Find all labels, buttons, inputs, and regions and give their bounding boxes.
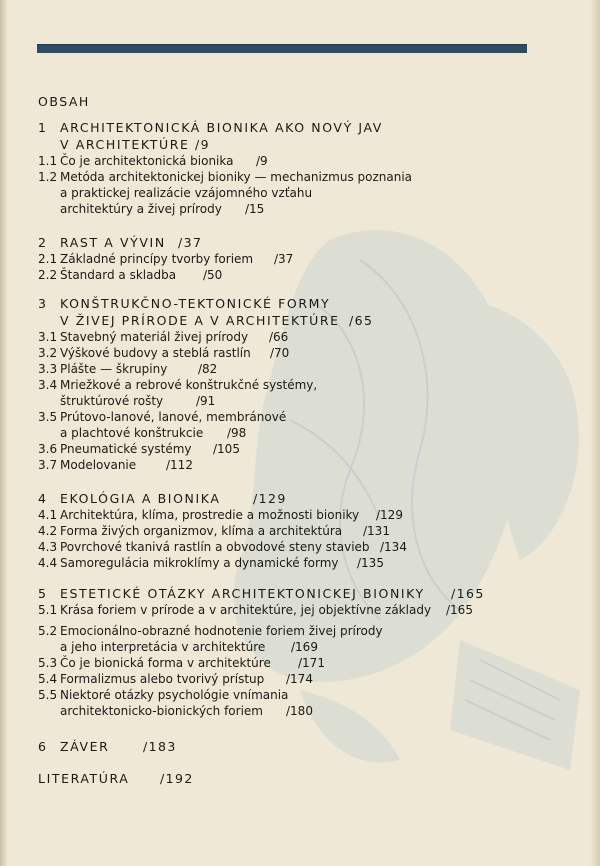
section-number: 4.2 xyxy=(38,524,58,538)
section-title: Architektúra, klíma, prostredie a možnosti bioniky xyxy=(60,508,360,522)
section-number: 3.7 xyxy=(38,458,58,472)
page-number: /37 xyxy=(274,252,294,266)
section-title: architektonicko-bionických foriem xyxy=(60,704,263,718)
chapter-title: V ARCHITEKTÚRE xyxy=(60,137,190,152)
page-number: /65 xyxy=(349,313,374,328)
section-number: 2.2 xyxy=(38,268,58,282)
chapter-title: ESTETICKÉ OTÁZKY ARCHITEKTONICKEJ BIONIKY xyxy=(60,586,425,601)
page-number: /9 xyxy=(195,137,210,152)
section-title: Pneumatické systémy xyxy=(60,442,192,456)
page-number: /174 xyxy=(286,672,313,686)
page-number: /91 xyxy=(196,394,216,408)
section-number: 1.2 xyxy=(38,170,58,184)
section-title: Krása foriem v prírode a v architektúre, jej objektívne základy xyxy=(60,603,432,617)
section-title: Modelovanie xyxy=(60,458,137,472)
chapter-title: EKOLÓGIA A BIONIKA xyxy=(60,491,221,506)
section-number: 3.5 xyxy=(38,410,58,424)
section-title: architektúry a živej prírody xyxy=(60,202,222,216)
section-title: Formalizmus alebo tvorivý prístup xyxy=(60,672,265,686)
section-number: 5.5 xyxy=(38,688,58,702)
page-number: /131 xyxy=(363,524,390,538)
section-title: Plášte — škrupiny xyxy=(60,362,168,376)
page-number: /180 xyxy=(286,704,313,718)
page-number: /134 xyxy=(380,540,407,554)
section-number: 4.4 xyxy=(38,556,58,570)
section-title: Niektoré otázky psychológie vnímania xyxy=(60,688,289,702)
page-number: /192 xyxy=(160,771,194,786)
page-number: /129 xyxy=(253,491,287,506)
section-number: 4.1 xyxy=(38,508,58,522)
section-number: 4.3 xyxy=(38,540,58,554)
page-number: /98 xyxy=(227,426,247,440)
section-title: Čo je architektonická bionika xyxy=(60,154,234,168)
section-title: a plachtové konštrukcie xyxy=(60,426,204,440)
page-number: /9 xyxy=(256,154,268,168)
page-number: /171 xyxy=(298,656,325,670)
page-number: /135 xyxy=(357,556,384,570)
section-number: 1.1 xyxy=(38,154,58,168)
section-number: 5.2 xyxy=(38,624,58,638)
page-number: /183 xyxy=(143,739,177,754)
section-number: 2.1 xyxy=(38,252,58,266)
literature-title: LITERATÚRA xyxy=(38,771,130,786)
section-number: 3.1 xyxy=(38,330,58,344)
section-title: Forma živých organizmov, klíma a architektúra xyxy=(60,524,343,538)
section-number: 3.3 xyxy=(38,362,58,376)
chapter-title: ARCHITEKTONICKÁ BIONIKA AKO NOVÝ JAV xyxy=(60,120,383,135)
section-number: 5.1 xyxy=(38,603,58,617)
chapter-title: RAST A VÝVIN xyxy=(60,235,166,250)
section-title: štruktúrové rošty xyxy=(60,394,164,408)
page-number: /169 xyxy=(291,640,318,654)
section-number: 5.4 xyxy=(38,672,58,686)
section-title: Mriežkové a rebrové konštrukčné systémy, xyxy=(60,378,318,392)
page-number: /82 xyxy=(198,362,218,376)
section-number: 3.4 xyxy=(38,378,58,392)
chapter-number: 2 xyxy=(38,235,48,250)
section-title: Stavebný materiál živej prírody xyxy=(60,330,249,344)
chapter-number: 5 xyxy=(38,586,48,601)
section-number: 5.3 xyxy=(38,656,58,670)
chapter-number: 3 xyxy=(38,296,48,311)
section-title: Čo je bionická forma v architektúre xyxy=(60,656,271,670)
page-number: /50 xyxy=(203,268,223,282)
section-title: Výškové budovy a steblá rastlín xyxy=(60,346,251,360)
section-title: a praktickej realizácie vzájomného vzťahu xyxy=(60,186,313,200)
page-number: /165 xyxy=(446,603,473,617)
chapter-number: 1 xyxy=(38,120,48,135)
page-number: /129 xyxy=(376,508,403,522)
page-title: OBSAH xyxy=(38,94,90,109)
chapter-number: 6 xyxy=(38,739,48,754)
section-title: Povrchové tkanivá rastlín a obvodové steny stavieb xyxy=(60,540,370,554)
section-title: Prútovo-lanové, lanové, membránové xyxy=(60,410,287,424)
page-number: /37 xyxy=(178,235,203,250)
section-title: Emocionálno-obrazné hodnotenie foriem živej prírody xyxy=(60,624,383,638)
section-number: 3.2 xyxy=(38,346,58,360)
page-number: /105 xyxy=(213,442,240,456)
section-title: Štandard a skladba xyxy=(60,268,177,282)
page-number: /70 xyxy=(270,346,290,360)
section-title: Základné princípy tvorby foriem xyxy=(60,252,254,266)
chapter-title: ZÁVER xyxy=(60,739,110,754)
page-number: /15 xyxy=(245,202,265,216)
page-number: /66 xyxy=(269,330,289,344)
page-number: /112 xyxy=(166,458,193,472)
section-title: Samoregulácia mikroklímy a dynamické formy xyxy=(60,556,339,570)
section-title: Metóda architektonickej bioniky — mechanizmus poznania xyxy=(60,170,413,184)
chapter-title: V ŽIVEJ PRÍRODE A V ARCHITEKTÚRE xyxy=(60,313,340,328)
page-number: /165 xyxy=(451,586,485,601)
section-title: a jeho interpretácia v architektúre xyxy=(60,640,266,654)
section-number: 3.6 xyxy=(38,442,58,456)
chapter-title: KONŠTRUKČNO-TEKTONICKÉ FORMY xyxy=(60,296,331,311)
chapter-number: 4 xyxy=(38,491,48,506)
